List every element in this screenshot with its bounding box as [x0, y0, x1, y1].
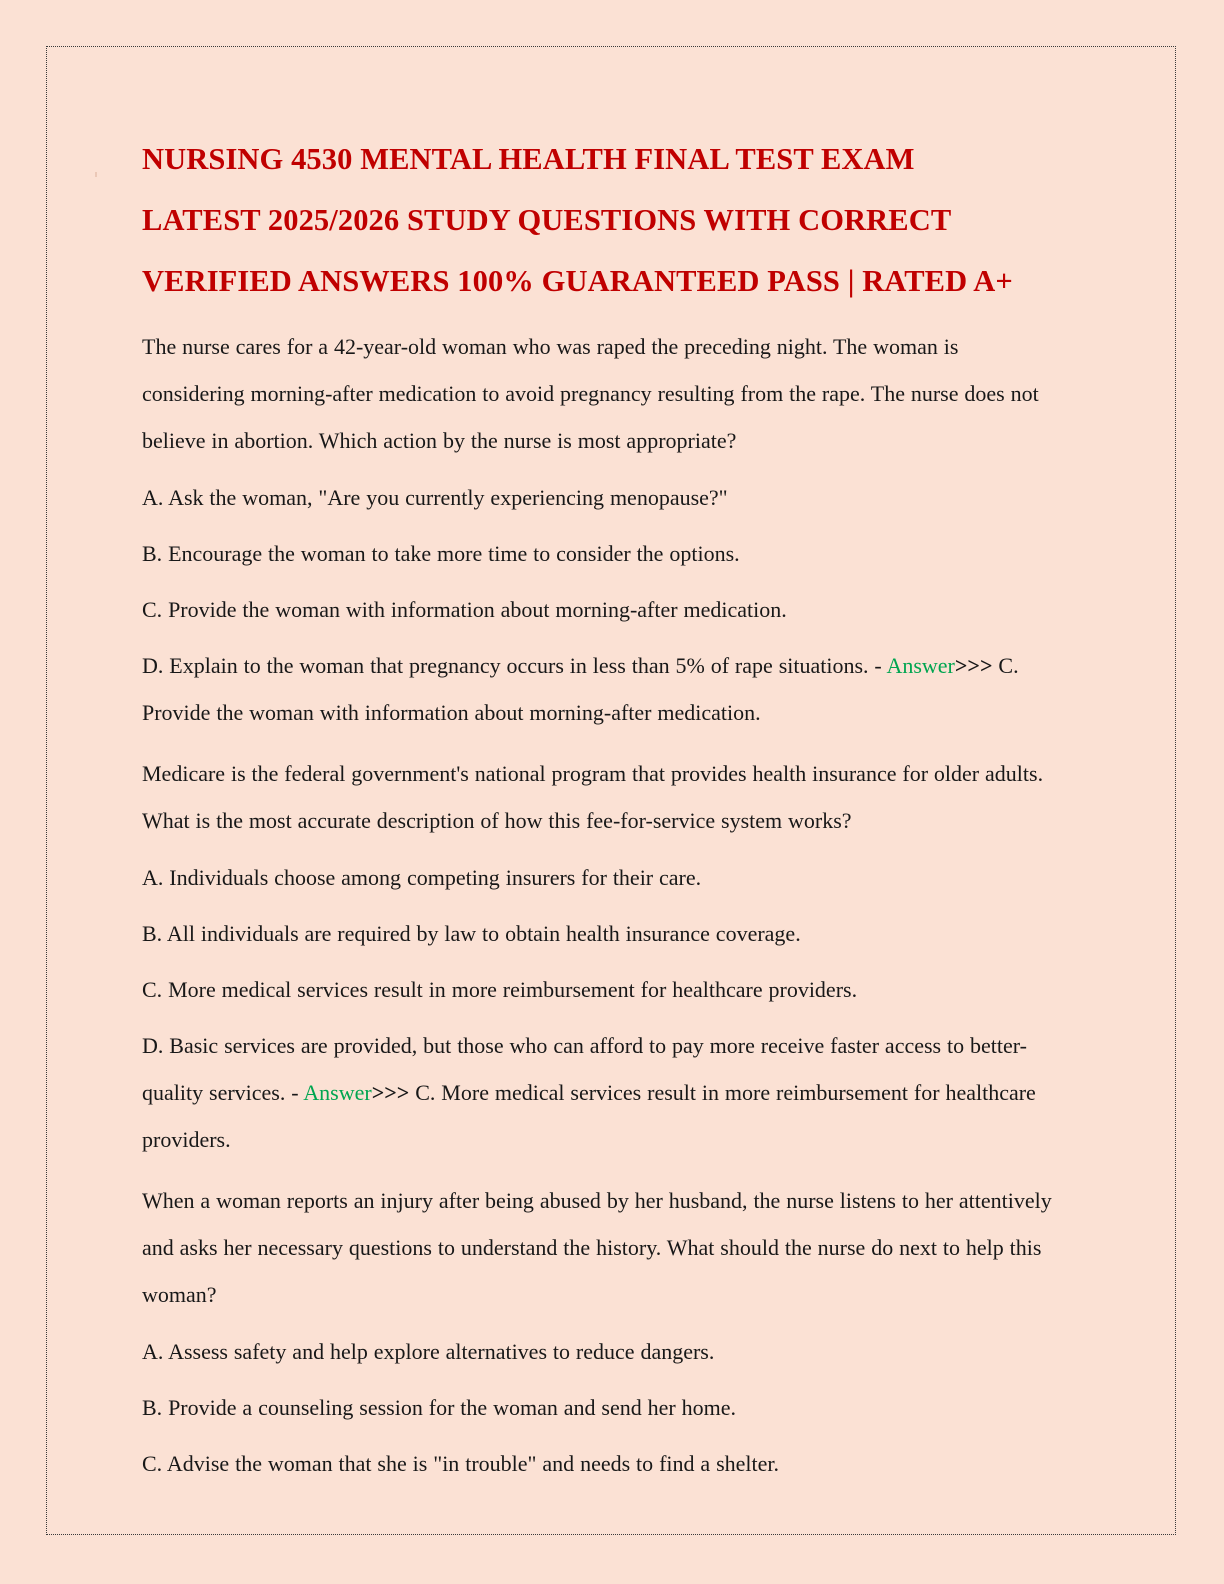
option-text: D. Basic services are provided, but those who can afford to pay more receive faster access to better-quality services.	[142, 1033, 1027, 1105]
question-option: B. Provide a counseling session for the woman and send her home.	[142, 1395, 737, 1420]
option-text: D. Explain to the woman that pregnancy occurs in less than 5% of rape situations.	[142, 653, 869, 678]
title-line-2: LATEST 2025/2026 STUDY QUESTIONS WITH CORRECT	[142, 203, 952, 237]
document-content	[142, 132, 1062, 1496]
question-option: A. Assess safety and help explore alternatives to reduce dangers.	[142, 1339, 715, 1364]
question-option-with-answer	[142, 642, 1062, 736]
answer-prefix: -	[868, 653, 887, 678]
scan-artifact-mark	[95, 172, 97, 177]
title-line-1: NURSING 4530 MENTAL HEALTH FINAL TEST EXAM	[142, 142, 915, 176]
question-option: C. Advise the woman that she is "in trouble" and needs to find a shelter.	[142, 1451, 780, 1476]
answer-label: Answer	[886, 653, 955, 678]
question-stem: The nurse cares for a 42-year-old woman who was raped the preceding night. The woman is considering morning-after medication to avoid pregnancy resulting from the rape. The nurse does not believe in abortion. Which action by the nurse is most appropriate?	[142, 334, 1039, 453]
question-option: A. Individuals choose among competing insurers for their care.	[142, 865, 702, 890]
question-stem: When a woman reports an injury after being abused by her husband, the nurse listens to her attentively and asks her necessary questions to understand the history. What should the nurse do next to help this woman?	[142, 1188, 1052, 1307]
question-stem: Medicare is the federal government's national program that provides health insurance for older adults. What is the most accurate description of how this fee-for-service system works?	[142, 761, 1044, 833]
answer-arrows-icon: >>>	[954, 653, 993, 678]
question-option: B. All individuals are required by law to obtain health insurance coverage.	[142, 921, 801, 946]
answer-text: C. Provide the woman with information about morning-after medication.	[142, 653, 1019, 725]
answer-arrows-icon: >>>	[371, 1080, 410, 1105]
question-option: C. Provide the woman with information about morning-after medication.	[142, 597, 787, 622]
answer-label: Answer	[303, 1080, 372, 1105]
answer-text: C. More medical services result in more reimbursement for healthcare providers.	[142, 1080, 1036, 1152]
question-option-with-answer	[142, 1022, 1062, 1163]
question-option: B. Encourage the woman to take more time to consider the options.	[142, 541, 740, 566]
question-option: A. Ask the woman, "Are you currently experiencing menopause?"	[142, 485, 728, 510]
page-title	[142, 132, 1062, 309]
title-line-3: VERIFIED ANSWERS 100% GUARANTEED PASS | RATED A+	[142, 264, 1013, 298]
answer-prefix: -	[285, 1080, 304, 1105]
question-option: C. More medical services result in more reimbursement for healthcare providers.	[142, 977, 858, 1002]
